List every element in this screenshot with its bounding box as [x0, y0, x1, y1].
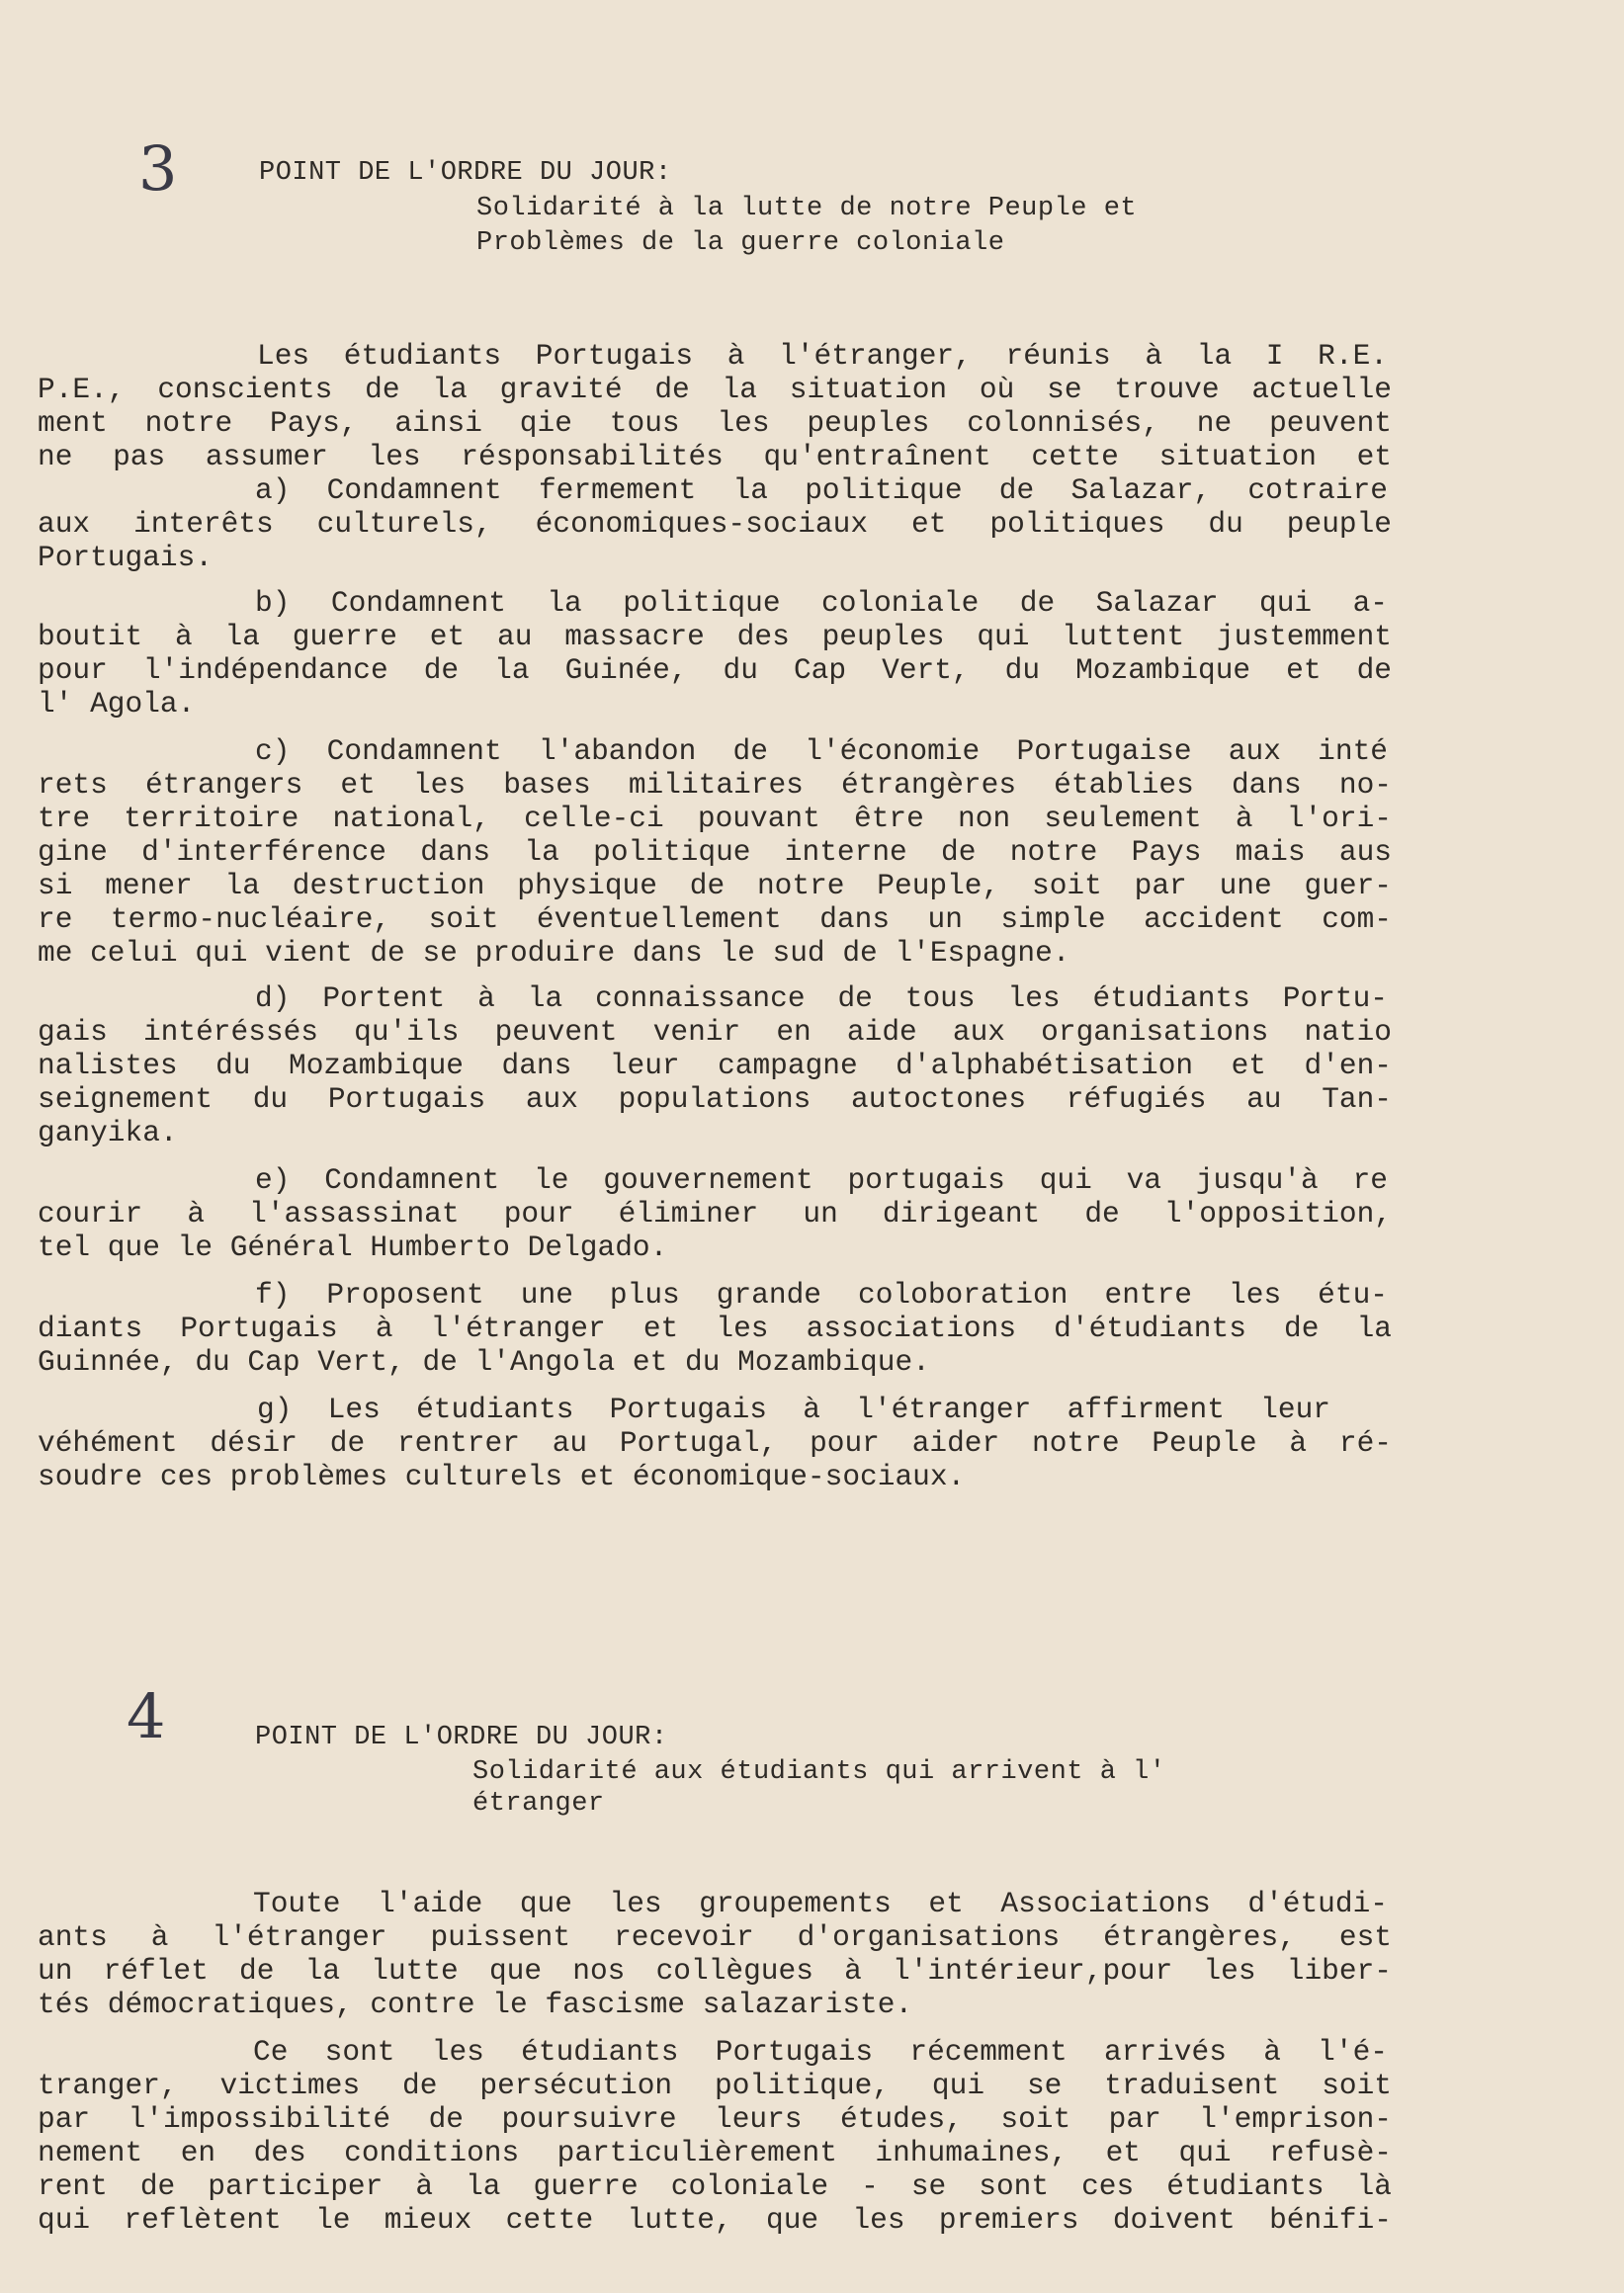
s3-line: P.E., conscients de la gravité de la situation où se trouve actuelle [38, 373, 1392, 406]
section-4-subtitle-1: Solidarité aux étudiants qui arrivent à l' [472, 1757, 1166, 1787]
s3-line: gine d'interférence dans la politique interne de notre Pays mais aus [38, 835, 1392, 869]
s4-line: par l'impossibilité de poursuivre leurs études, soit par l'emprison- [38, 2102, 1392, 2136]
s3-line: gais intéréssés qu'ils peuvent venir en aide aux organisations natio [38, 1015, 1392, 1049]
section-4-heading: POINT DE L'ORDRE DU JOUR: [255, 1723, 668, 1752]
section-3-subtitle-1: Solidarité à la lutte de notre Peuple et [476, 194, 1138, 223]
s3-line: Guinnée, du Cap Vert, de l'Angola et du Mozambique. [38, 1345, 930, 1379]
s4-line: Ce sont les étudiants Portugais récemment arrivés à l'é- [253, 2035, 1388, 2069]
s3-line: nalistes du Mozambique dans leur campagne d'alphabétisation et d'en- [38, 1049, 1392, 1082]
s3-line: a) Condamnent fermement la politique de Salazar, cotraire [255, 473, 1388, 507]
s3-line: c) Condamnent l'abandon de l'économie Portugaise aux inté [255, 734, 1388, 768]
s3-line: diants Portugais à l'étranger et les associations d'étudiants de la [38, 1312, 1392, 1345]
s3-line: d) Portent à la connaissance de tous les étudiants Portu- [255, 981, 1388, 1015]
s4-line: qui reflètent le mieux cette lutte, que les premiers doivent bénifi- [38, 2203, 1392, 2237]
s3-line: seignement du Portugais aux populations autoctones réfugiés au Tan- [38, 1082, 1392, 1116]
s3-line: soudre ces problèmes culturels et économique-sociaux. [38, 1460, 966, 1493]
section-3-subtitle-2: Problèmes de la guerre coloniale [476, 228, 1005, 258]
s4-line: ants à l'étranger puissent recevoir d'organisations étrangères, est [38, 1920, 1392, 1954]
s3-line: ment notre Pays, ainsi qie tous les peuples colonnisés, ne peuvent [38, 406, 1392, 440]
s3-line: me celui qui vient de se produire dans le sud de l'Espagne. [38, 936, 1070, 970]
s3-line: re termo-nucléaire, soit éventuellement dans un simple accident com- [38, 902, 1392, 936]
s3-line: Portugais. [38, 541, 214, 574]
s3-line: f) Proposent une plus grande coloboration entre les étu- [255, 1278, 1388, 1312]
s4-line: un réflet de la lutte que nos collègues à l'intérieur,pour les liber- [38, 1954, 1392, 1988]
s4-line: Toute l'aide que les groupements et Associations d'étudi- [253, 1887, 1388, 1920]
s4-line: tranger, victimes de persécution politique, qui se traduisent soit [38, 2069, 1392, 2102]
s3-line: tel que le Général Humberto Delgado. [38, 1231, 668, 1264]
s3-line: aux interêts culturels, économiques-sociaux et politiques du peuple [38, 507, 1392, 541]
s3-line: courir à l'assassinat pour éliminer un dirigeant de l'opposition, [38, 1197, 1392, 1231]
s3-line: g) Les étudiants Portugais à l'étranger affirment leur [257, 1393, 1330, 1426]
section-3-heading: POINT DE L'ORDRE DU JOUR: [259, 158, 672, 188]
s3-line: véhément désir de rentrer au Portugal, pour aider notre Peuple à ré- [38, 1426, 1392, 1460]
s3-line: si mener la destruction physique de notre Peuple, soit par une guer- [38, 869, 1392, 902]
s3-line: boutit à la guerre et au massacre des peuples qui luttent justemment [38, 620, 1392, 653]
s3-line: pour l'indépendance de la Guinée, du Cap Vert, du Mozambique et de [38, 653, 1392, 687]
s4-line: rent de participer à la guerre coloniale - se sont ces étudiants là [38, 2169, 1392, 2203]
section-4-subtitle-2: étranger [472, 1789, 605, 1819]
s3-line: ganyika. [38, 1116, 178, 1149]
s3-line: ne pas assumer les résponsabilités qu'entraînent cette situation et [38, 440, 1392, 473]
s3-line: rets étrangers et les bases militaires étrangères établies dans no- [38, 768, 1392, 802]
s3-line: b) Condamnent la politique coloniale de Salazar qui a- [255, 586, 1388, 620]
s3-line: l' Agola. [38, 687, 196, 721]
s4-line: tés démocratiques, contre le fascisme salazariste. [38, 1988, 913, 2021]
s4-line: nement en des conditions particulièrement inhumaines, et qui refusè- [38, 2136, 1392, 2169]
s3-line: tre territoire national, celle-ci pouvant être non seulement à l'ori- [38, 802, 1392, 835]
s3-line: Les étudiants Portugais à l'étranger, réunis à la I R.E. [257, 339, 1388, 373]
section-number-3: 3 [138, 132, 178, 205]
section-number-4: 4 [127, 1680, 166, 1752]
s3-line: e) Condamnent le gouvernement portugais qui va jusqu'à re [255, 1163, 1388, 1197]
